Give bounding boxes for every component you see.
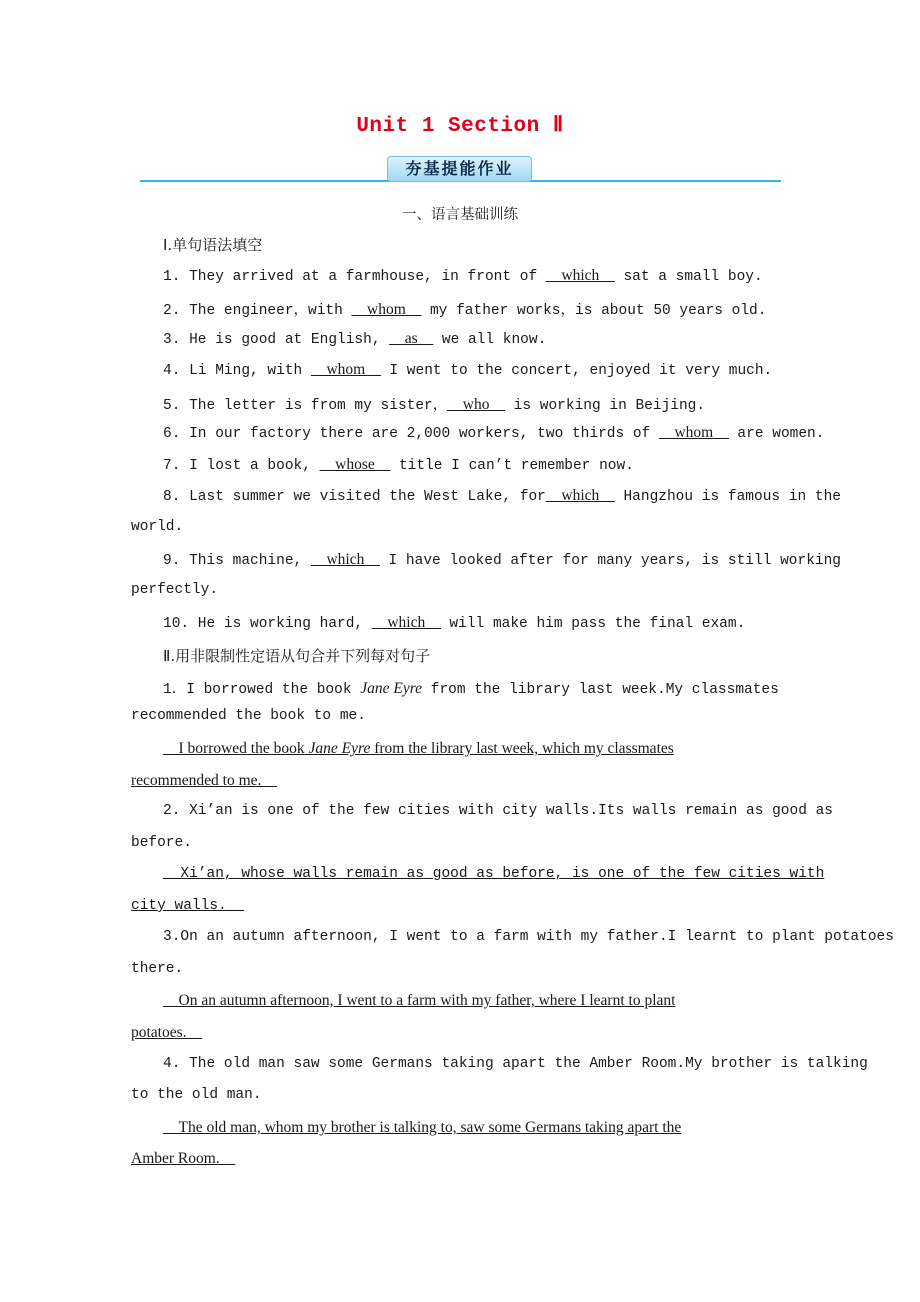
fill-item: 8. Last summer we visited the West Lake, for__which__ Hangzhou is famous in the [163,487,842,505]
fill-item: 3. He is good at English, __as__ we all know. [163,330,547,348]
combine-question: 4. The old man saw some Germans taking apart the Amber Room.My brother is talking [163,1056,868,1072]
fill-item: 6. In our factory there are 2,000 workers, two thirds of __whom__ are women. [163,424,825,442]
answer-blank: __whom__ [351,301,422,318]
fill-item-continuation: world. [131,519,184,535]
answer-blank: __whom__ [658,424,729,441]
combine-question-continuation: before. [131,835,192,851]
section-banner: 夯基提能作业 [387,156,532,182]
combine-answer: __I borrowed the book Jane Eyre from the library last week, which my classmates [163,740,674,757]
answer-blank: __which__ [310,551,380,568]
book-title: Jane Eyre [360,680,423,697]
fill-item: 1. They arrived at a farmhouse, in front of __which__ sat a small boy. [163,267,763,285]
book-title: Jane Eyre [308,740,371,757]
combine-answer-continuation: recommended to me.__ [131,772,277,789]
combine-question: 2. Xi’an is one of the few cities with city walls.Its walls remain as good as [163,803,834,819]
fill-item: 4. Li Ming, with __whom__ I went to the concert, enjoyed it very much. [163,361,773,379]
answer-blank: __which__ [545,267,615,284]
combine-question-continuation: to the old man. [131,1087,262,1103]
combine-answer: __On an autumn afternoon, I went to a farm with my father, where I learnt to plant [163,992,676,1009]
combine-question-continuation: recommended the book to me. [131,708,366,724]
answer-blank: __whom__ [310,361,381,378]
answer-blank: __whose__ [319,456,391,473]
combine-answer: __Xi’an, whose walls remain as good as before, is one of the few cities with [163,866,825,882]
fill-item: 9. This machine, __which__ I have looked after for many years, is still working [163,551,842,569]
fill-item: 10. He is working hard, __which__ will make him pass the final exam. [163,614,746,632]
answer-blank: __who__ [447,396,505,413]
fill-item: 7. I lost a book, __whose__ title I can’t remember now. [163,456,634,474]
combine-answer-continuation: potatoes.__ [131,1024,203,1041]
section-one-title: 一、语言基础训练 [402,207,518,223]
combine-question: 1．I borrowed the book Jane Eyre from the library last week.My classmates [163,680,779,698]
combine-answer-continuation: Amber Room.__ [131,1150,236,1167]
combine-question-continuation: there. [131,961,184,977]
answer-blank: __as__ [389,330,434,347]
combine-question: 3.On an autumn afternoon, I went to a farm with my father.I learnt to plant potatoes [163,929,894,945]
combine-answer-continuation: city walls.__ [131,898,245,914]
answer-blank: __which__ [545,487,615,504]
fill-item: 2. The engineer，with __whom__ my father works，is about 50 years old. [163,301,767,319]
page-title: Unit 1 Section Ⅱ [356,115,564,138]
part2-title: Ⅱ.用非限制性定语从句合并下列每对句子 [163,647,431,665]
answer-blank: __which__ [371,614,441,631]
combine-answer: __The old man, whom my brother is talking to, saw some Germans taking apart the [163,1119,682,1136]
fill-item: 5. The letter is from my sister，__who__ is working in Beijing. [163,396,706,414]
part1-title: Ⅰ.单句语法填空 [163,236,263,254]
fill-item-continuation: perfectly. [131,582,219,598]
